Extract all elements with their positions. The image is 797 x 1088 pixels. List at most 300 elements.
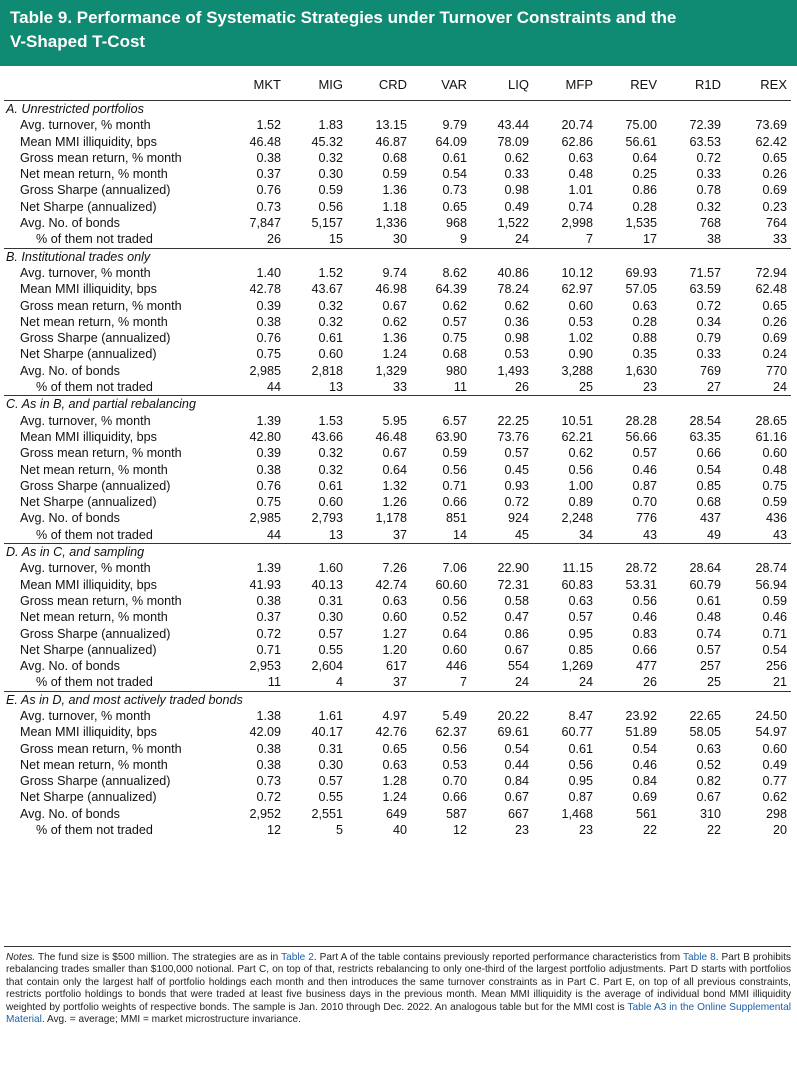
table-row — [4, 182, 791, 198]
cell-liq: 40.86 — [497, 265, 529, 280]
cell-liq: 0.44 — [504, 757, 529, 772]
cell-var: 0.65 — [442, 199, 467, 214]
cell-mig: 0.30 — [318, 757, 343, 772]
cell-r1d: 0.34 — [696, 314, 721, 329]
cell-var: 7 — [459, 675, 467, 690]
cell-rex: 764 — [765, 216, 787, 231]
cell-var: 0.59 — [442, 446, 467, 461]
cell-crd: 5.95 — [382, 413, 407, 428]
cell-var: 968 — [445, 216, 467, 231]
cell-liq: 78.24 — [497, 282, 529, 297]
cell-r1d: 49 — [706, 527, 721, 542]
cell-rev: 0.84 — [632, 774, 657, 789]
cell-liq: 69.61 — [497, 725, 529, 740]
cell-var: 0.57 — [442, 314, 467, 329]
row-label: Gross mean return, % month — [20, 150, 182, 165]
cell-mkt: 42.09 — [249, 725, 281, 740]
cell-liq: 0.53 — [504, 347, 529, 362]
row-label: Gross mean return, % month — [20, 741, 182, 756]
table-title-line-2: V-Shaped T-Cost — [10, 32, 146, 51]
cell-mkt: 0.39 — [256, 446, 281, 461]
cell-rev: 28.28 — [625, 413, 657, 428]
cell-rev: 22 — [642, 823, 657, 838]
cell-mfp: 1,468 — [561, 806, 593, 821]
table-row — [4, 789, 791, 805]
cell-r1d: 0.72 — [696, 298, 721, 313]
cell-r1d: 0.57 — [696, 642, 721, 657]
cell-var: 0.71 — [442, 478, 467, 493]
section-header-row — [4, 544, 791, 561]
cell-var: 446 — [445, 659, 467, 674]
cell-mkt: 0.75 — [256, 495, 281, 510]
cell-rev: 56.66 — [625, 429, 657, 444]
cell-r1d: 0.82 — [696, 774, 721, 789]
cell-rev: 23.92 — [625, 708, 657, 723]
cell-mig: 43.66 — [311, 429, 343, 444]
cell-var: 0.73 — [442, 183, 467, 198]
cell-liq: 24 — [514, 675, 529, 690]
cell-liq: 73.76 — [497, 429, 529, 444]
cell-crd: 1.20 — [382, 642, 407, 657]
table-row — [4, 577, 791, 593]
cell-rev: 17 — [642, 232, 657, 247]
cell-liq: 0.58 — [504, 593, 529, 608]
section-header-row — [4, 101, 791, 118]
section-title: A. Unrestricted portfolios — [6, 102, 144, 116]
cell-mkt: 1.39 — [256, 413, 281, 428]
cell-crd: 649 — [385, 806, 407, 821]
cell-rex: 0.46 — [762, 610, 787, 625]
cell-crd: 46.48 — [375, 429, 407, 444]
row-label: Net mean return, % month — [20, 610, 168, 625]
cell-var: 587 — [445, 806, 467, 821]
link-table-a3[interactable]: Table A3 in the Online Supplemental Material — [6, 1001, 791, 1026]
cell-mfp: 1.00 — [568, 478, 593, 493]
column-header-rex: REX — [760, 77, 787, 92]
row-label: Net mean return, % month — [20, 167, 168, 182]
cell-var: 0.70 — [442, 774, 467, 789]
cell-mig: 1.52 — [318, 265, 343, 280]
cell-mfp: 0.48 — [568, 167, 593, 182]
row-label: Avg. turnover, % month — [20, 265, 151, 280]
cell-liq: 24 — [514, 232, 529, 247]
table-row — [4, 560, 791, 576]
cell-crd: 0.60 — [382, 610, 407, 625]
cell-rex: 0.65 — [762, 298, 787, 313]
cell-var: 7.06 — [442, 561, 467, 576]
cell-crd: 617 — [385, 659, 407, 674]
cell-var: 14 — [452, 527, 467, 542]
cell-crd: 42.76 — [375, 725, 407, 740]
cell-crd: 40 — [392, 823, 407, 838]
cell-mfp: 10.51 — [561, 413, 593, 428]
cell-var: 0.75 — [442, 331, 467, 346]
cell-mig: 2,604 — [311, 659, 343, 674]
cell-liq: 45 — [514, 527, 529, 542]
table-row — [4, 199, 791, 215]
table-row — [4, 330, 791, 346]
cell-mig: 1.53 — [318, 413, 343, 428]
cell-mfp: 24 — [578, 675, 593, 690]
cell-r1d: 28.64 — [689, 561, 721, 576]
cell-crd: 1,336 — [375, 216, 407, 231]
cell-mfp: 10.12 — [561, 265, 593, 280]
bottom-rule — [4, 946, 791, 947]
cell-liq: 0.49 — [504, 199, 529, 214]
cell-crd: 0.63 — [382, 757, 407, 772]
cell-rex: 0.59 — [762, 593, 787, 608]
cell-mfp: 25 — [578, 380, 593, 395]
cell-rex: 21 — [772, 675, 787, 690]
cell-crd: 13.15 — [375, 118, 407, 133]
table-row — [4, 478, 791, 494]
cell-var: 0.54 — [442, 167, 467, 182]
cell-rev: 0.87 — [632, 478, 657, 493]
cell-liq: 0.36 — [504, 314, 529, 329]
cell-crd: 1.28 — [382, 774, 407, 789]
cell-mkt: 0.76 — [256, 183, 281, 198]
cell-liq: 0.72 — [504, 495, 529, 510]
cell-r1d: 60.79 — [689, 577, 721, 592]
cell-mig: 0.61 — [318, 331, 343, 346]
cell-mig: 0.31 — [318, 593, 343, 608]
cell-mfp: 8.47 — [568, 708, 593, 723]
cell-rev: 53.31 — [625, 577, 657, 592]
cell-mig: 1.83 — [318, 118, 343, 133]
cell-rex: 56.94 — [755, 577, 787, 592]
cell-r1d: 257 — [699, 659, 721, 674]
cell-mig: 0.31 — [318, 741, 343, 756]
cell-var: 60.60 — [435, 577, 467, 592]
cell-r1d: 22 — [706, 823, 721, 838]
cell-r1d: 38 — [706, 232, 721, 247]
table-row — [4, 626, 791, 642]
cell-var: 8.62 — [442, 265, 467, 280]
column-header-mig: MIG — [318, 77, 343, 92]
cell-liq: 20.22 — [497, 708, 529, 723]
table-row — [4, 462, 791, 478]
notes-text-4: . Avg. = average; MMI = market microstructure invariance. — [41, 1014, 301, 1026]
cell-rev: 776 — [635, 511, 657, 526]
cell-r1d: 0.68 — [696, 495, 721, 510]
cell-mig: 0.56 — [318, 199, 343, 214]
table-row — [4, 674, 791, 691]
cell-liq: 0.33 — [504, 167, 529, 182]
cell-liq: 0.86 — [504, 626, 529, 641]
cell-rev: 0.69 — [632, 790, 657, 805]
row-label: % of them not traded — [36, 232, 153, 247]
cell-mig: 4 — [335, 675, 343, 690]
cell-rev: 0.56 — [632, 593, 657, 608]
row-label: Net Sharpe (annualized) — [20, 790, 157, 805]
cell-rex: 61.16 — [755, 429, 787, 444]
notes-text-2: . Part A of the table contains previously reported performance characteristics from — [313, 952, 683, 963]
cell-liq: 0.98 — [504, 183, 529, 198]
table-row — [4, 215, 791, 231]
cell-mkt: 1.40 — [256, 265, 281, 280]
cell-rex: 0.75 — [762, 478, 787, 493]
cell-rev: 0.64 — [632, 150, 657, 165]
cell-crd: 37 — [392, 527, 407, 542]
cell-liq: 0.54 — [504, 741, 529, 756]
cell-rex: 0.60 — [762, 446, 787, 461]
cell-mkt: 46.48 — [249, 134, 281, 149]
cell-r1d: 72.39 — [689, 118, 721, 133]
cell-rev: 477 — [635, 659, 657, 674]
section-header-row — [4, 396, 791, 413]
cell-crd: 37 — [392, 675, 407, 690]
cell-rex: 24.50 — [755, 708, 787, 723]
cell-liq: 43.44 — [497, 118, 529, 133]
table-row — [4, 708, 791, 724]
cell-rex: 0.65 — [762, 150, 787, 165]
cell-rev: 57.05 — [625, 282, 657, 297]
row-label: Avg. turnover, % month — [20, 561, 151, 576]
cell-rex: 0.54 — [762, 642, 787, 657]
cell-mig: 0.32 — [318, 298, 343, 313]
cell-mig: 5,157 — [311, 216, 343, 231]
notes-text-3: . Part B prohibits rebalancing trades smaller than $100,000 notional. Part C, on top of that, restricts rebalancing to only one-third of the largest portfolio adjustments. Part D starts with portfolios that contain only the largest half of portfolio holdings each month and then introduces the same turnover constraints as in Part C. Part E, on top of all previous constraints, restricts portfolio holdings to bonds that were traded at least five business days in the previous month. Mean MMI illiquidity is the average of individual bond MMI illiquidity weighted by portfolio weights of respective bonds. The sample is Jan. 2010 through Dec. 2022. An analogous table but for the MMI cost is — [6, 952, 791, 1013]
section-header-row — [4, 248, 791, 265]
table-row — [4, 379, 791, 396]
cell-r1d: 0.33 — [696, 347, 721, 362]
cell-mfp: 20.74 — [561, 118, 593, 133]
cell-mfp: 0.95 — [568, 626, 593, 641]
cell-crd: 30 — [392, 232, 407, 247]
cell-mkt: 1.52 — [256, 118, 281, 133]
cell-mfp: 3,288 — [561, 363, 593, 378]
table-row — [4, 134, 791, 150]
table-row — [4, 445, 791, 461]
cell-var: 12 — [452, 823, 467, 838]
cell-rex: 0.24 — [762, 347, 787, 362]
cell-r1d: 27 — [706, 380, 721, 395]
cell-r1d: 25 — [706, 675, 721, 690]
cell-mfp: 0.87 — [568, 790, 593, 805]
cell-crd: 1.26 — [382, 495, 407, 510]
cell-mkt: 2,952 — [249, 806, 281, 821]
cell-rev: 0.54 — [632, 741, 657, 756]
cell-mkt: 2,953 — [249, 659, 281, 674]
cell-liq: 554 — [507, 659, 529, 674]
row-label: % of them not traded — [36, 527, 153, 542]
cell-var: 851 — [445, 511, 467, 526]
cell-mfp: 0.63 — [568, 150, 593, 165]
table-row — [4, 773, 791, 789]
row-label: % of them not traded — [36, 823, 153, 838]
cell-rev: 51.89 — [625, 725, 657, 740]
cell-mig: 13 — [328, 527, 343, 542]
column-header-rev: REV — [630, 77, 657, 92]
cell-crd: 0.65 — [382, 741, 407, 756]
row-label: Avg. No. of bonds — [20, 806, 120, 821]
cell-crd: 0.67 — [382, 298, 407, 313]
cell-var: 0.56 — [442, 741, 467, 756]
cell-mig: 0.32 — [318, 314, 343, 329]
row-label: Avg. No. of bonds — [20, 511, 120, 526]
row-label: Net mean return, % month — [20, 757, 168, 772]
cell-rex: 0.62 — [762, 790, 787, 805]
cell-var: 0.66 — [442, 790, 467, 805]
cell-crd: 1.36 — [382, 183, 407, 198]
cell-mkt: 0.38 — [256, 593, 281, 608]
cell-rex: 73.69 — [755, 118, 787, 133]
cell-rev: 1,535 — [625, 216, 657, 231]
cell-rev: 26 — [642, 675, 657, 690]
cell-rex: 54.97 — [755, 725, 787, 740]
cell-rev: 0.46 — [632, 610, 657, 625]
row-label: Net mean return, % month — [20, 462, 168, 477]
cell-r1d: 0.78 — [696, 183, 721, 198]
row-label: Gross Sharpe (annualized) — [20, 626, 171, 641]
cell-liq: 0.67 — [504, 642, 529, 657]
row-label: Avg. No. of bonds — [20, 659, 120, 674]
cell-mkt: 0.39 — [256, 298, 281, 313]
cell-var: 0.56 — [442, 462, 467, 477]
cell-rev: 0.70 — [632, 495, 657, 510]
cell-var: 11 — [453, 380, 467, 395]
cell-r1d: 0.48 — [696, 610, 721, 625]
cell-liq: 1,493 — [497, 363, 529, 378]
section-title: B. Institutional trades only — [6, 249, 151, 264]
cell-crd: 0.63 — [382, 593, 407, 608]
cell-mfp: 1.01 — [568, 183, 593, 198]
cell-mkt: 0.38 — [256, 314, 281, 329]
cell-mig: 0.30 — [318, 610, 343, 625]
cell-crd: 1,178 — [375, 511, 407, 526]
section-title: E. As in D, and most actively traded bonds — [6, 692, 243, 707]
table-row — [4, 806, 791, 822]
cell-mig: 0.57 — [318, 626, 343, 641]
row-label: Avg. No. of bonds — [20, 363, 120, 378]
cell-mig: 40.17 — [311, 725, 343, 740]
cell-mkt: 2,985 — [249, 363, 281, 378]
cell-crd: 1.24 — [382, 790, 407, 805]
column-header-r1d: R1D — [694, 77, 721, 92]
cell-mfp: 60.77 — [561, 725, 593, 740]
row-label: Avg. turnover, % month — [20, 413, 151, 428]
link-table-2[interactable]: Table 2 — [281, 952, 314, 963]
cell-rex: 0.71 — [762, 626, 787, 641]
table-row — [4, 822, 791, 838]
cell-var: 5.49 — [442, 708, 467, 723]
cell-mkt: 11 — [267, 675, 281, 690]
table-title — [0, 0, 797, 66]
row-label: Avg. turnover, % month — [20, 118, 151, 133]
cell-mfp: 0.57 — [568, 610, 593, 625]
column-header-row — [4, 70, 791, 101]
cell-crd: 1.32 — [382, 478, 407, 493]
cell-r1d: 28.54 — [689, 413, 721, 428]
cell-mfp: 0.56 — [568, 757, 593, 772]
cell-mfp: 2,998 — [561, 216, 593, 231]
cell-rev: 0.46 — [632, 462, 657, 477]
cell-var: 0.61 — [442, 150, 467, 165]
cell-rex: 256 — [765, 659, 787, 674]
column-header-crd: CRD — [378, 77, 407, 92]
cell-rex: 72.94 — [755, 265, 787, 280]
cell-liq: 0.47 — [504, 610, 529, 625]
cell-rex: 0.69 — [762, 183, 787, 198]
cell-crd: 1,329 — [375, 363, 407, 378]
cell-mig: 0.32 — [318, 446, 343, 461]
cell-crd: 0.59 — [382, 167, 407, 182]
row-label: Gross mean return, % month — [20, 446, 182, 461]
row-label: Net Sharpe (annualized) — [20, 347, 157, 362]
table-row — [4, 593, 791, 609]
cell-rex: 0.69 — [762, 331, 787, 346]
cell-liq: 23 — [514, 823, 529, 838]
cell-mig: 0.30 — [318, 167, 343, 182]
cell-mkt: 0.38 — [256, 757, 281, 772]
cell-rex: 28.65 — [755, 413, 787, 428]
table-row — [4, 298, 791, 314]
cell-mfp: 34 — [578, 527, 593, 542]
cell-crd: 1.36 — [382, 331, 407, 346]
link-table-8[interactable]: Table 8 — [683, 952, 716, 963]
cell-rex: 298 — [765, 806, 787, 821]
cell-liq: 0.98 — [504, 331, 529, 346]
cell-rev: 0.66 — [632, 642, 657, 657]
cell-mfp: 0.53 — [568, 314, 593, 329]
table-row — [4, 281, 791, 297]
cell-mkt: 44 — [266, 380, 281, 395]
table-row — [4, 527, 791, 544]
cell-mfp: 62.97 — [561, 282, 593, 297]
cell-mkt: 0.72 — [256, 626, 281, 641]
cell-r1d: 22.65 — [689, 708, 721, 723]
cell-r1d: 768 — [699, 216, 721, 231]
table-title-line-1: Table 9. Performance of Systematic Strategies under Turnover Constraints and the — [10, 8, 677, 27]
row-label: Net Sharpe (annualized) — [20, 199, 157, 214]
cell-mfp: 0.85 — [568, 642, 593, 657]
cell-rex: 62.48 — [755, 282, 787, 297]
row-label: Net Sharpe (annualized) — [20, 642, 157, 657]
cell-liq: 0.62 — [504, 298, 529, 313]
cell-var: 0.60 — [442, 642, 467, 657]
row-label: Avg. turnover, % month — [20, 708, 151, 723]
cell-mkt: 0.37 — [256, 167, 281, 182]
cell-mig: 2,818 — [311, 363, 343, 378]
cell-rex: 0.26 — [762, 167, 787, 182]
cell-mkt: 42.80 — [249, 429, 281, 444]
cell-rex: 0.23 — [762, 199, 787, 214]
cell-var: 9 — [459, 232, 467, 247]
cell-liq: 0.57 — [504, 446, 529, 461]
cell-mfp: 23 — [578, 823, 593, 838]
cell-mig: 1.61 — [318, 708, 343, 723]
cell-r1d: 0.61 — [696, 593, 721, 608]
section-title: D. As in C, and sampling — [6, 545, 145, 560]
cell-mfp: 7 — [585, 232, 593, 247]
cell-r1d: 63.35 — [689, 429, 721, 444]
cell-rev: 75.00 — [625, 118, 657, 133]
cell-crd: 0.64 — [382, 462, 407, 477]
notes-lead: Notes. — [6, 952, 36, 963]
table-row — [4, 314, 791, 330]
cell-rex: 24 — [772, 380, 787, 395]
cell-mkt: 0.76 — [256, 331, 281, 346]
cell-rev: 56.61 — [625, 134, 657, 149]
cell-mig: 40.13 — [311, 577, 343, 592]
cell-r1d: 0.79 — [696, 331, 721, 346]
cell-rex: 0.26 — [762, 314, 787, 329]
cell-rex: 62.42 — [755, 134, 787, 149]
cell-rex: 770 — [765, 363, 787, 378]
table-row — [4, 757, 791, 773]
cell-var: 64.39 — [435, 282, 467, 297]
cell-rev: 69.93 — [625, 265, 657, 280]
